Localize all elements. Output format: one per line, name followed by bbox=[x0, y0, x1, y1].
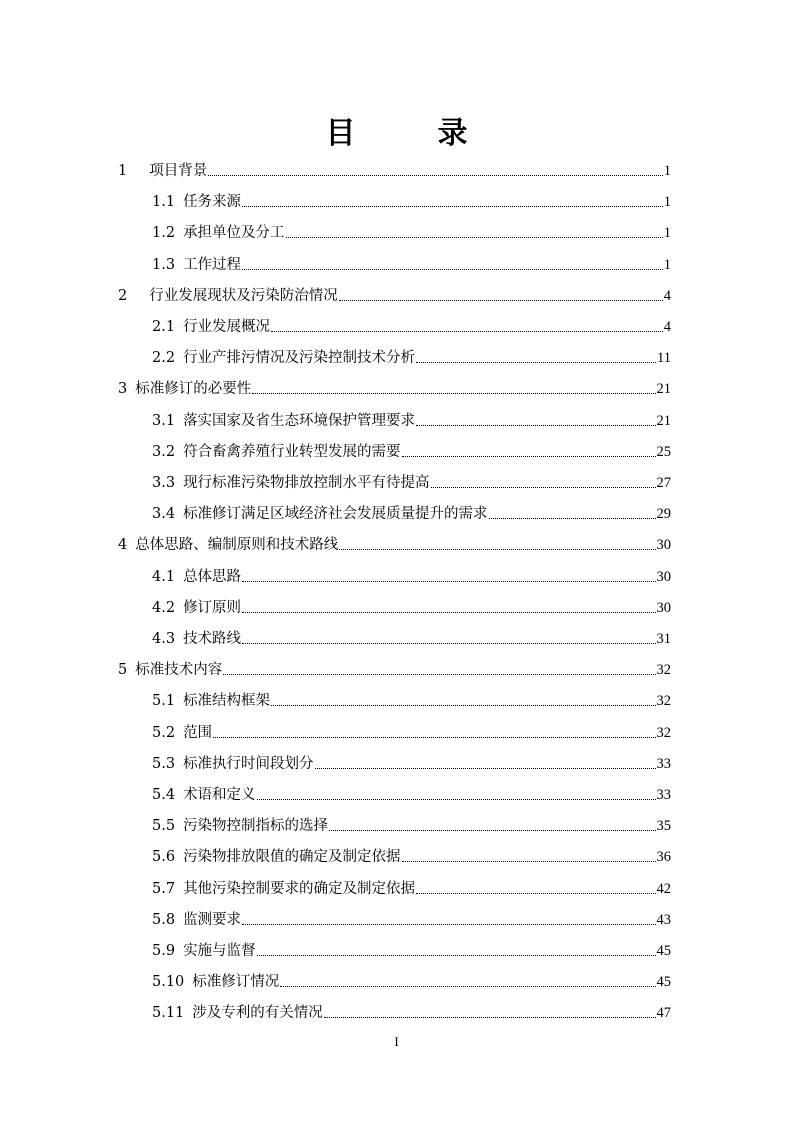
toc-entry[interactable] bbox=[152, 592, 671, 618]
dot-leader bbox=[339, 300, 663, 301]
toc-entry-page: 45 bbox=[656, 943, 671, 959]
dot-leader bbox=[242, 269, 663, 270]
toc-entry-number: 5.10 bbox=[152, 974, 185, 991]
toc-entry-label: 任务来源 bbox=[183, 194, 242, 211]
toc-entry-page: 32 bbox=[656, 724, 671, 741]
toc-entry-page: 21 bbox=[656, 381, 671, 398]
dot-leader bbox=[339, 549, 655, 550]
toc-entry-label: 标准技术内容 bbox=[135, 662, 223, 679]
toc-entry-label: 承担单位及分工 bbox=[183, 225, 285, 242]
page-number: I bbox=[394, 1034, 399, 1049]
toc-entry[interactable] bbox=[152, 841, 671, 867]
toc-entry-number: 5.6 bbox=[152, 849, 176, 866]
toc-entry-title bbox=[152, 785, 256, 805]
dot-leader bbox=[257, 799, 656, 800]
toc-entry-number: 5 bbox=[118, 662, 128, 679]
toc-entry-page: 32 bbox=[656, 662, 671, 679]
toc-entry-number: 3.2 bbox=[152, 443, 176, 460]
toc-entry-title bbox=[152, 411, 415, 431]
toc-entry-title bbox=[152, 317, 270, 337]
toc-entry[interactable] bbox=[152, 748, 671, 774]
dot-leader bbox=[286, 237, 663, 238]
toc-entry-title bbox=[152, 598, 241, 618]
toc-entry-title bbox=[152, 223, 285, 243]
toc-entry-title bbox=[152, 816, 328, 836]
toc-entry-label: 术语和定义 bbox=[183, 787, 256, 803]
toc-entry-page: 11 bbox=[657, 350, 671, 367]
toc-entry-label: 现行标准污染物排放控制水平有待提高 bbox=[183, 475, 430, 491]
dot-leader bbox=[242, 924, 655, 925]
toc-entry-page: 30 bbox=[656, 568, 671, 585]
dot-leader bbox=[242, 581, 655, 582]
toc-entry-page: 4 bbox=[663, 287, 671, 304]
toc-entry-label: 标准执行时间段划分 bbox=[183, 755, 314, 772]
dot-leader bbox=[431, 487, 656, 488]
toc-entry-number: 5.9 bbox=[152, 943, 176, 959]
toc-entry-number: 4.1 bbox=[152, 568, 176, 585]
toc-entry[interactable] bbox=[118, 155, 671, 181]
toc-entry-label: 行业产排污情况及污染控制技术分析 bbox=[183, 350, 416, 367]
toc-entry-title bbox=[118, 535, 338, 555]
toc-entry-number: 5.1 bbox=[152, 693, 176, 710]
toc-entry-title bbox=[152, 910, 241, 930]
toc-entry-label: 修订原则 bbox=[183, 599, 242, 616]
toc-entry-label: 行业发展现状及污染防治情况 bbox=[149, 287, 338, 304]
toc-entry-title bbox=[152, 691, 270, 711]
toc-entry[interactable] bbox=[152, 467, 671, 493]
toc-entry-title bbox=[152, 567, 241, 587]
toc-entry-number: 5.5 bbox=[152, 818, 176, 835]
dot-leader bbox=[489, 518, 656, 519]
toc-entry[interactable] bbox=[152, 311, 671, 337]
toc-entry[interactable] bbox=[152, 935, 671, 961]
dot-leader bbox=[257, 955, 656, 956]
toc-entry-page: 25 bbox=[656, 443, 671, 460]
toc-entry[interactable] bbox=[152, 685, 671, 711]
toc-entry-label: 范围 bbox=[183, 724, 213, 741]
toc-entry[interactable] bbox=[118, 280, 671, 306]
dot-leader bbox=[208, 175, 663, 176]
toc-entry-label: 污染物排放限值的确定及制定依据 bbox=[183, 849, 401, 866]
toc-entry-page: 4 bbox=[663, 319, 671, 335]
dot-leader bbox=[416, 362, 656, 363]
toc-entry-number: 2.2 bbox=[152, 350, 176, 367]
dot-leader bbox=[242, 612, 655, 613]
toc-entry-label: 监测要求 bbox=[183, 911, 242, 928]
toc-entry[interactable] bbox=[118, 373, 671, 399]
toc-entry-title bbox=[152, 255, 241, 275]
toc-entry-title bbox=[152, 192, 241, 212]
toc-entry-number: 4.3 bbox=[152, 631, 176, 647]
toc-entry-page: 43 bbox=[656, 911, 671, 928]
toc-entry-number: 3.1 bbox=[152, 412, 176, 429]
toc-entry[interactable] bbox=[118, 529, 671, 555]
toc-entry-number: 2.1 bbox=[152, 319, 176, 335]
toc-entry-title bbox=[152, 972, 279, 992]
dot-leader bbox=[402, 861, 656, 862]
toc-entry-label: 标准修订满足区域经济社会发展质量提升的需求 bbox=[183, 506, 488, 523]
toc-entry-title bbox=[152, 879, 415, 899]
toc-entry-number: 1.3 bbox=[152, 256, 176, 273]
dot-leader bbox=[402, 456, 656, 457]
dot-leader bbox=[252, 393, 655, 394]
toc-entry-number: 1 bbox=[118, 163, 128, 179]
toc-entry[interactable] bbox=[152, 717, 671, 743]
toc-entry[interactable] bbox=[152, 405, 671, 431]
toc-entry-number: 2 bbox=[118, 287, 128, 304]
toc-entry-number: 5.7 bbox=[152, 880, 176, 897]
toc-entry-label: 实施与监督 bbox=[183, 943, 256, 959]
toc-entry-page: 31 bbox=[656, 631, 671, 647]
toc-entry-title bbox=[118, 660, 222, 680]
toc-entry-number: 5.4 bbox=[152, 787, 176, 803]
toc-entry-label: 标准结构框架 bbox=[183, 693, 271, 710]
toc-entry-title bbox=[118, 379, 251, 399]
toc-entry[interactable] bbox=[152, 249, 671, 275]
dot-leader bbox=[416, 425, 655, 426]
dot-leader bbox=[223, 674, 655, 675]
toc-entry-page: 1 bbox=[663, 194, 671, 211]
toc-entry[interactable] bbox=[152, 217, 671, 243]
dot-leader bbox=[271, 331, 663, 332]
toc-entry-label: 工作过程 bbox=[183, 256, 242, 273]
toc-entry-label: 符合畜禽养殖行业转型发展的需要 bbox=[183, 443, 401, 460]
toc-entry-title bbox=[152, 847, 401, 867]
toc-entry-page: 1 bbox=[663, 163, 671, 179]
dot-leader bbox=[329, 830, 655, 831]
toc-entry-page: 36 bbox=[656, 849, 671, 866]
toc-entry-title bbox=[118, 286, 338, 306]
toc-entry-page: 27 bbox=[656, 475, 671, 491]
toc-entry[interactable] bbox=[152, 873, 671, 899]
toc-entry[interactable] bbox=[152, 342, 671, 368]
toc-entry-label: 标准修订的必要性 bbox=[135, 381, 252, 398]
toc-entry-page: 33 bbox=[656, 787, 671, 803]
toc-entry-title bbox=[152, 1003, 323, 1023]
toc-entry-label: 行业发展概况 bbox=[183, 319, 271, 335]
toc-entry-title bbox=[152, 941, 256, 961]
toc-entry-number: 5.8 bbox=[152, 911, 176, 928]
toc-entry-title bbox=[152, 504, 488, 524]
toc-entry-number: 4.2 bbox=[152, 599, 176, 616]
toc-entry[interactable] bbox=[152, 997, 671, 1023]
dot-leader bbox=[242, 643, 655, 644]
toc-entry[interactable] bbox=[152, 186, 671, 212]
toc-entry[interactable] bbox=[152, 810, 671, 836]
toc-entry-page: 47 bbox=[656, 1005, 671, 1022]
toc-entry-number: 1.2 bbox=[152, 225, 176, 242]
toc-entry-page: 1 bbox=[663, 225, 671, 242]
toc-entry-label: 项目背景 bbox=[149, 163, 208, 179]
toc-entry-title bbox=[152, 723, 212, 743]
toc-entry[interactable] bbox=[152, 498, 671, 524]
toc-entry-title bbox=[152, 754, 314, 774]
toc-entry-label: 标准修订情况 bbox=[192, 974, 280, 991]
toc-entry-number: 3.4 bbox=[152, 506, 176, 523]
toc-entry-label: 其他污染控制要求的确定及制定依据 bbox=[183, 880, 416, 897]
toc-entry[interactable] bbox=[152, 966, 671, 992]
dot-leader bbox=[416, 893, 655, 894]
toc-entry-page: 35 bbox=[656, 818, 671, 835]
toc-entry-page: 29 bbox=[656, 506, 671, 523]
toc-entry[interactable] bbox=[152, 436, 671, 462]
toc-entry[interactable] bbox=[152, 623, 671, 649]
toc-title: 目 录 bbox=[325, 116, 494, 151]
toc-entry-number: 5.3 bbox=[152, 755, 176, 772]
toc-entry-label: 涉及专利的有关情况 bbox=[192, 1005, 323, 1022]
dot-leader bbox=[315, 768, 656, 769]
toc-entry-title bbox=[152, 473, 430, 493]
toc-entry-page: 21 bbox=[656, 412, 671, 429]
dot-leader bbox=[213, 737, 655, 738]
toc-entry-page: 30 bbox=[656, 537, 671, 554]
toc-entry-label: 污染物控制指标的选择 bbox=[183, 818, 329, 835]
toc-entry-number: 5.2 bbox=[152, 724, 176, 741]
dot-leader bbox=[242, 206, 663, 207]
toc-entry[interactable] bbox=[152, 904, 671, 930]
toc-entry-title bbox=[152, 442, 401, 462]
toc-entry-title bbox=[152, 348, 415, 368]
toc-entry-number: 3 bbox=[118, 381, 128, 398]
toc-entry[interactable] bbox=[152, 779, 671, 805]
dot-leader bbox=[271, 705, 655, 706]
toc-entry-number: 3.3 bbox=[152, 475, 176, 491]
toc-entry-title bbox=[118, 161, 207, 181]
toc-entry[interactable] bbox=[152, 561, 671, 587]
dot-leader bbox=[280, 986, 655, 987]
toc-entry-number: 1.1 bbox=[152, 194, 176, 211]
toc-entry-number: 4 bbox=[118, 537, 128, 554]
toc-entry-page: 45 bbox=[656, 974, 671, 991]
toc-entry-label: 总体思路、编制原则和技术路线 bbox=[135, 537, 339, 554]
toc-entry-page: 32 bbox=[656, 693, 671, 710]
toc-entry-number: 5.11 bbox=[152, 1005, 185, 1022]
toc-entry-label: 总体思路 bbox=[183, 568, 242, 585]
toc-entry-page: 30 bbox=[656, 599, 671, 616]
toc-entry[interactable] bbox=[118, 654, 671, 680]
toc-entry-label: 技术路线 bbox=[183, 631, 242, 647]
toc-entry-label: 落实国家及省生态环境保护管理要求 bbox=[183, 412, 416, 429]
toc-entry-page: 1 bbox=[663, 256, 671, 273]
toc-entry-title bbox=[152, 629, 241, 649]
dot-leader bbox=[324, 1017, 656, 1018]
toc-entry-page: 42 bbox=[656, 880, 671, 897]
toc-entry-page: 33 bbox=[656, 755, 671, 772]
